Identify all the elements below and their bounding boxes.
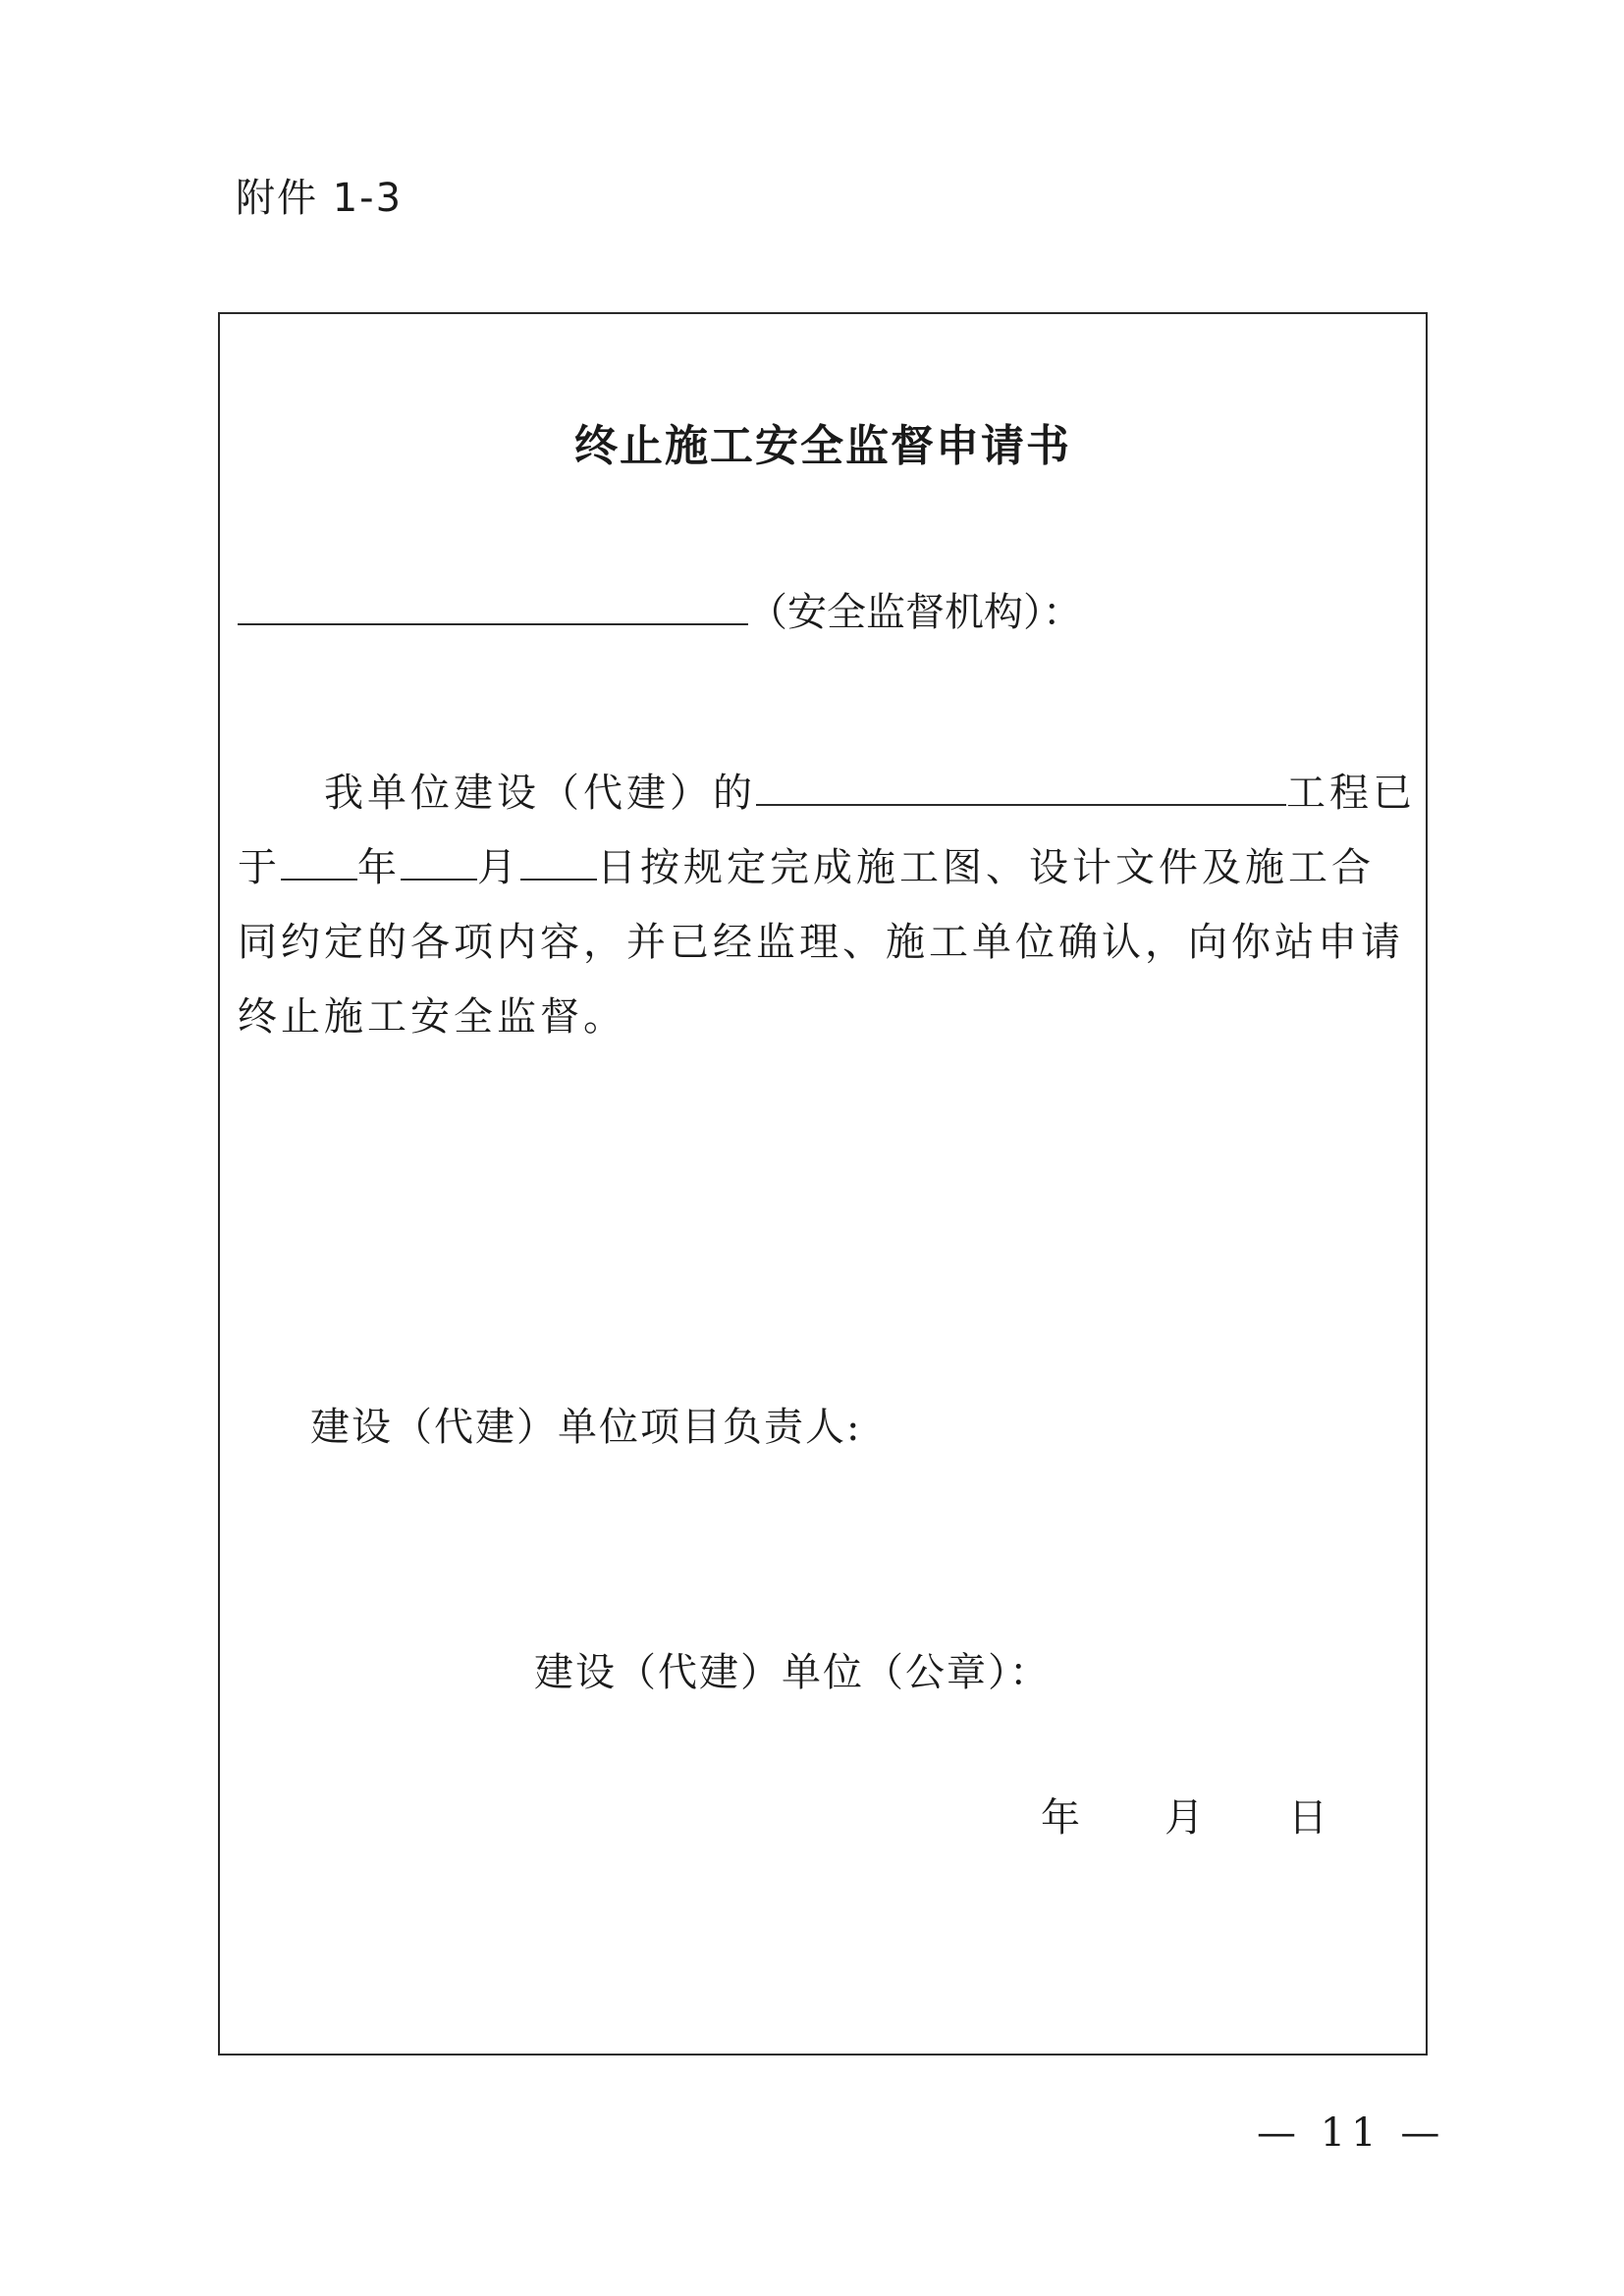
year-blank[interactable] <box>281 837 357 881</box>
body-line-1 <box>238 756 1416 830</box>
addressee-line <box>238 581 1082 637</box>
date-year-label: 年 <box>1041 1795 1080 1841</box>
body-line-2-month: 月 <box>477 845 520 890</box>
body-line-3: 同约定的各项内容，并已经监理、施工单位确认，向你站申请 <box>238 920 1404 965</box>
date-day-label: 日 <box>1288 1795 1327 1841</box>
page-number: — 11 — <box>1257 2110 1446 2156</box>
application-form <box>218 312 1428 2056</box>
signature-date <box>1041 1787 1327 1842</box>
body-line-1-prefix: 我单位建设（代建）的 <box>324 771 756 816</box>
body-line-2-year: 年 <box>357 845 401 890</box>
addressee-suffix: （安全监督机构）： <box>748 590 1082 635</box>
project-leader-signature-label: 建设（代建）单位项目负责人: <box>310 1405 862 1450</box>
day-blank[interactable] <box>520 837 597 881</box>
body-line-2-start: 于 <box>238 845 281 890</box>
month-blank[interactable] <box>401 837 477 881</box>
body-line-1-suffix: 工程已 <box>1286 771 1416 816</box>
attachment-label: 附件 1-3 <box>236 176 404 221</box>
body-line-4: 终止施工安全监督。 <box>238 994 626 1040</box>
date-month-label: 月 <box>1164 1795 1204 1841</box>
body-line-2-rest: 日按规定完成施工图、设计文件及施工合 <box>597 845 1375 890</box>
unit-seal-label: 建设（代建）单位（公章）： <box>534 1650 1051 1695</box>
body-line-2 <box>238 830 1412 905</box>
form-title: 终止施工安全监督申请书 <box>574 421 1071 471</box>
project-name-blank[interactable] <box>756 763 1286 806</box>
application-body <box>238 756 1416 1054</box>
supervision-agency-blank[interactable] <box>238 582 748 625</box>
